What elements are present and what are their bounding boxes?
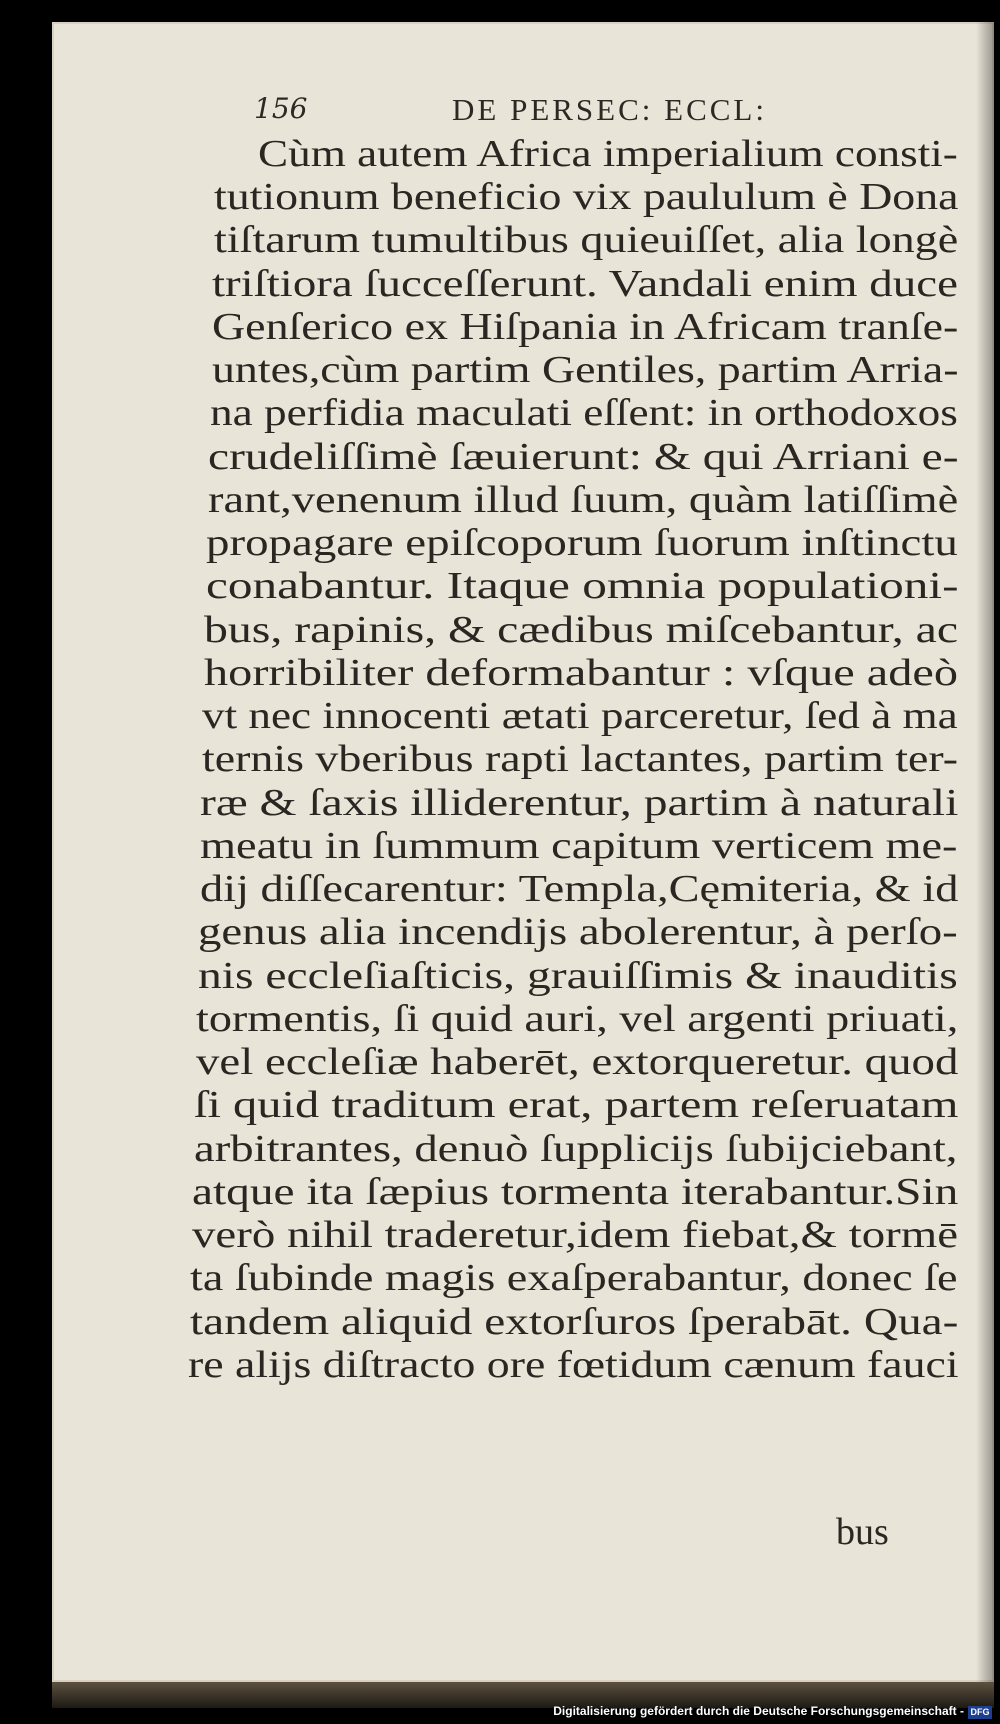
text-line: vt nec innocenti ætati parceretur, ſed à ma (202, 695, 958, 737)
text-line: re alijs diſtracto ore fœtidum cænum fauci (188, 1344, 959, 1386)
text-line: Genſerico ex Hiſpania in Africam tranſe- (212, 306, 959, 348)
text-line: nis eccleſiaſticis, grauiſſimis & inauditis (198, 955, 958, 997)
text-line: horribiliter deformabantur : vſque adeò (204, 652, 959, 694)
digitization-credit: Digitalisierung gefördert durch die Deutsche Forschungsgemeinschaft - (553, 1704, 964, 1718)
text-line: Cùm autem Africa imperialium consti- (258, 133, 958, 175)
text-line: arbitrantes, denuò ſupplicijs ſubijciebant, (194, 1128, 958, 1170)
text-line: atque ita ſæpius tormenta iterabantur.Sin (192, 1171, 959, 1213)
text-line: na perfidia maculati eſſent: in orthodoxos (210, 392, 958, 434)
text-line: vel eccleſiæ haberēt, extorqueretur. quod (196, 1041, 959, 1083)
page-number: 156 (254, 92, 308, 125)
text-line: genus alia incendijs abolerentur, à perſo- (198, 911, 958, 953)
running-head: DE PERSEC: ECCL: (452, 92, 767, 127)
text-line: triſtiora ſucceſſerunt. Vandali enim duce (212, 263, 958, 305)
text-line: dij diſſecarentur: Templa,Cęmiteria, & id (200, 868, 959, 910)
text-line: crudeliſſimè ſæuierunt: & qui Arriani e- (208, 436, 959, 478)
text-line: rant,venenum illud ſuum, quàm latiſſimè (208, 479, 959, 521)
text-line: ræ & ſaxis illiderentur, partim à naturali (200, 782, 959, 824)
text-line: tutionum beneficio vix paululum è Dona (214, 176, 959, 218)
text-line: tiſtarum tumultibus quieuiſſet, alia longè (214, 219, 959, 261)
text-line: verò nihil traderetur,idem fiebat,& tormē (192, 1214, 959, 1256)
text-line: ſi quid traditum erat, partem reſeruatam (194, 1084, 959, 1126)
text-line: untes,cùm partim Gentiles, partim Arria- (212, 349, 959, 391)
dfg-logo: DFG (968, 1706, 992, 1719)
text-line: tormentis, ſi quid auri, vel argenti priuati, (196, 998, 959, 1040)
text-line: propagare epiſcoporum ſuorum inſtinctu (206, 522, 958, 564)
catchword: bus (836, 1511, 889, 1553)
text-line: tandem aliquid extorſuros ſperabāt. Qua- (190, 1301, 959, 1343)
text-line: bus, rapinis, & cædibus miſcebantur, ac (204, 609, 959, 651)
text-line: meatu in ſummum capitum verticem me- (200, 825, 958, 867)
text-line: conabantur. Itaque omnia populationi- (206, 565, 959, 607)
text-line: ternis vberibus rapti lactantes, partim ter- (202, 738, 959, 780)
text-line: ta ſubinde magis exaſperabantur, donec ſe (190, 1257, 958, 1299)
